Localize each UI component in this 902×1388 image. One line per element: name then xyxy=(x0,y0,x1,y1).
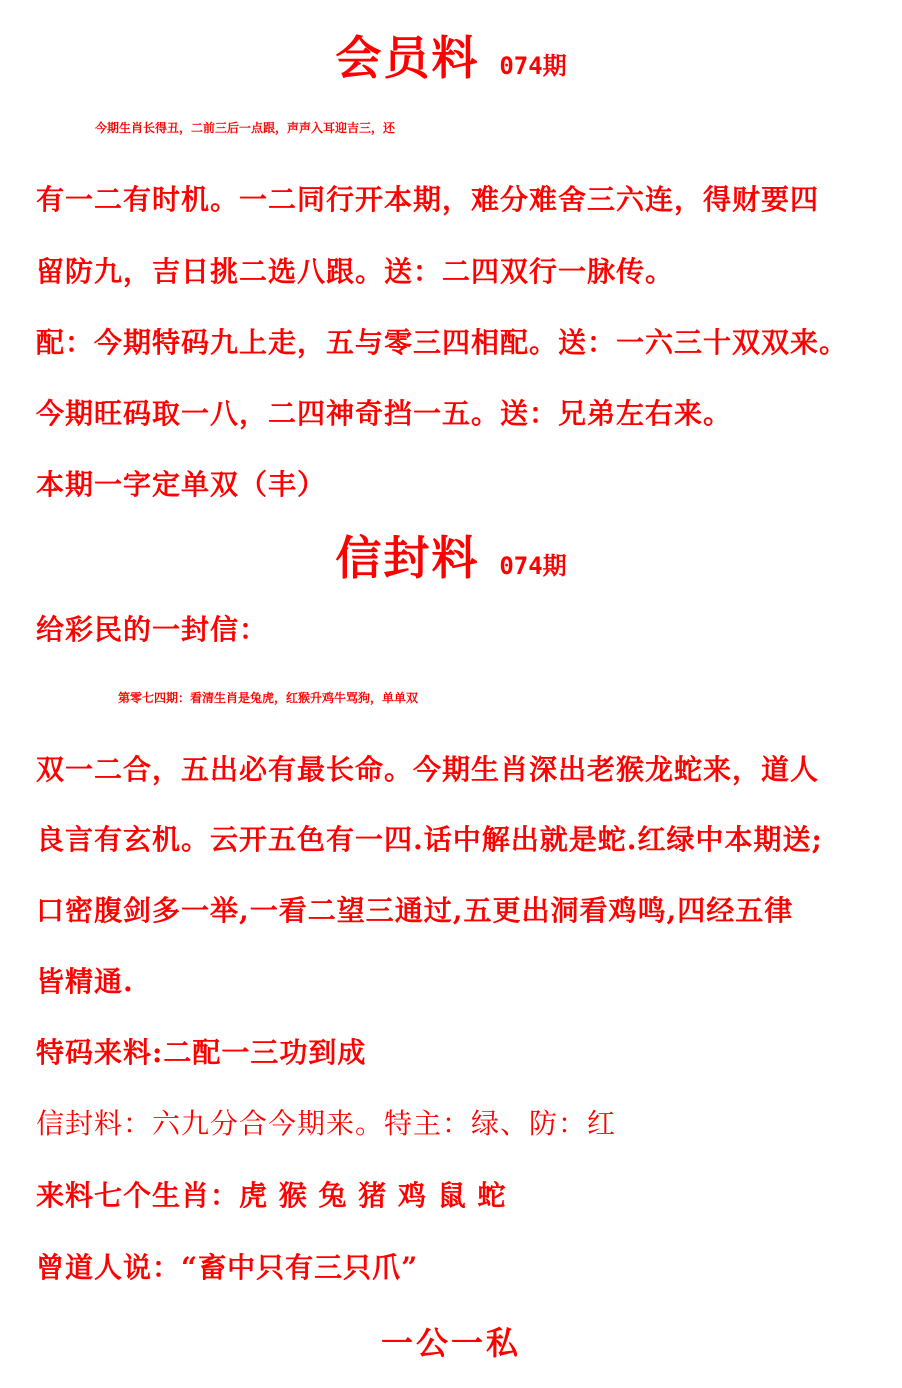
tema-line: 特码来料:二配一三功到成 xyxy=(36,1036,367,1069)
paragraph-line: 今期生肖长得丑，二前三后一点跟，声声入耳迎吉三，还 xyxy=(95,121,396,135)
section-heading-member xyxy=(0,22,902,88)
zodiac-line: 来料七个生肖：虎 猴 兔 猪 鸡 鼠 蛇 xyxy=(36,1179,507,1212)
letter-line: 双一二合，五出必有最长命。今期生肖深出老猴龙蛇来，道人 xyxy=(36,753,820,786)
section-title: 会员料 xyxy=(335,31,480,85)
letter-greeting: 给彩民的一封信： xyxy=(36,613,269,646)
paragraph-line: 留防九，吉日挑二选八跟。送：二四双行一脉传。 xyxy=(36,255,675,288)
paragraph-line: 今期旺码取一八，二四神奇挡一五。送：兄弟左右来。 xyxy=(36,397,733,430)
paragraph-line: 配：今期特码九上走，五与零三四相配。送：一六三十双双来。 xyxy=(36,326,849,359)
letter-line: 第零七四期：看清生肖是兔虎，红猴升鸡牛骂狗，单单双 xyxy=(118,691,419,705)
letter-line: 皆精通. xyxy=(36,965,134,998)
xinfeng-line: 信封料：六九分合今期来。特主：绿、防：红 xyxy=(36,1107,617,1140)
letter-line: 良言有玄机。云开五色有一四.话中解出就是蛇.红绿中本期送; xyxy=(36,823,823,856)
issue-number: 074期 xyxy=(499,52,567,80)
section-title: 信封料 xyxy=(335,531,480,585)
paragraph-line: 有一二有时机。一二同行开本期，难分难舍三六连，得财要四 xyxy=(36,183,820,216)
paragraph-line: 本期一字定单双（丰） xyxy=(36,468,327,501)
letter-line: 口密腹剑多一举,一看二望三通过,五更出洞看鸡鸣,四经五律 xyxy=(36,894,794,927)
issue-number: 074期 xyxy=(499,552,567,580)
section-heading-envelope xyxy=(0,522,902,588)
quote-line: 曾道人说：“畜中只有三只爪” xyxy=(36,1251,419,1284)
footer-motto: 一公一私 xyxy=(380,1324,521,1362)
